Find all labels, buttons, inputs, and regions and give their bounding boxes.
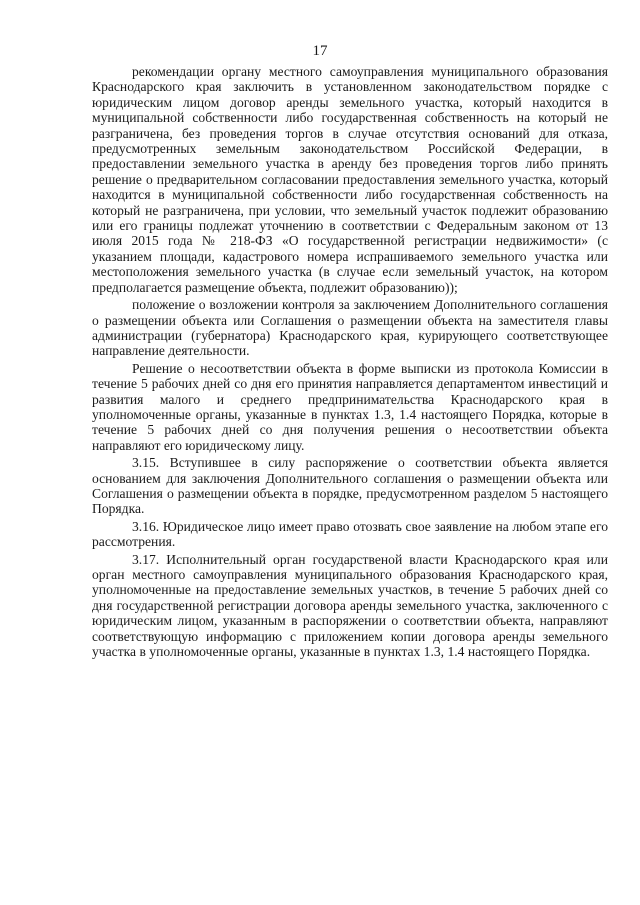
paragraph-nonconformity-decision: Решение о несоответствии объекта в форме выписки из протокола Комиссии в течение 5 рабочих дней со дня его принятия направляется департаментом инвестиций и развития малого и среднего предпринимательства Краснодарского края в уполномоченные органы, указанные в пунктах 1.3, 1.4 настоящего Порядка, которые в течение 5 рабочих дней со дня получения решения о несоответствии объекта направляют его юридическому лицу. [92,360,608,453]
paragraph-control-provision: положение о возложении контроля за заключением Дополнительного соглашения о размещении объекта или Соглашения о размещении объекта на заместителя главы администрации (губернатора) Краснодарского края, курирующего соответствующее направление деятельности. [92,297,608,359]
paragraph-3-17: 3.17. Исполнительный орган государственой власти Краснодарского края или орган местного самоуправления муниципального образования Краснодарского края, уполномоченные на предоставление земельных участков, в течение 5 рабочих дней со дня государственной регистрации договора аренды земельного участка, заключенного с юридическим лицом, указанным в распоряжении о соответствии объекта, направляют соответствующую информацию с приложением копии договора аренды земельного участка в уполномоченные органы, указанные в пунктах 1.3, 1.4 настоящего Порядка. [92,551,608,660]
document-body [92,64,608,659]
page-number: 17 [312,43,328,59]
paragraph-3-16: 3.16. Юридическое лицо имеет право отозвать свое заявление на любом этапе его рассмотрения. [92,518,608,550]
paragraph-3-15: 3.15. Вступившее в силу распоряжение о соответствии объекта является основанием для заключения Дополнительного соглашения о размещении объекта или Соглашения о размещении объекта в порядке, предусмотренном разделом 5 настоящего Порядка. [92,455,608,517]
paragraph-recommendations-continued: рекомендации органу местного самоуправления муниципального образования Краснодарского края заключить в установленном законодательством порядке с юридическим лицом договор аренды земельного участка, который находится в муниципальной собственности либо государственная собственность на который не разграничена, без проведения торгов в случае отсутствия оснований для отказа, предусмотренных земельным законодательством Российской Федерации, в предоставлении земельного участка в аренду без проведения торгов либо принять решение о предварительном согласовании предоставления земельного участка, который находится в муниципальной собственности либо государственная собственность на который не разграничена, при условии, что земельный участок подлежит образованию или его границы подлежат уточнению в соответствии с Федеральным законом от 13 июля 2015 года № 218-ФЗ «О государственной регистрации недвижимости» (с указанием площади, кадастрового номера испрашиваемого земельного участка или местоположения земельного участка (в случае если земельный участок, на котором предполагается размещение объекта, подлежит образованию)); [92,64,608,295]
